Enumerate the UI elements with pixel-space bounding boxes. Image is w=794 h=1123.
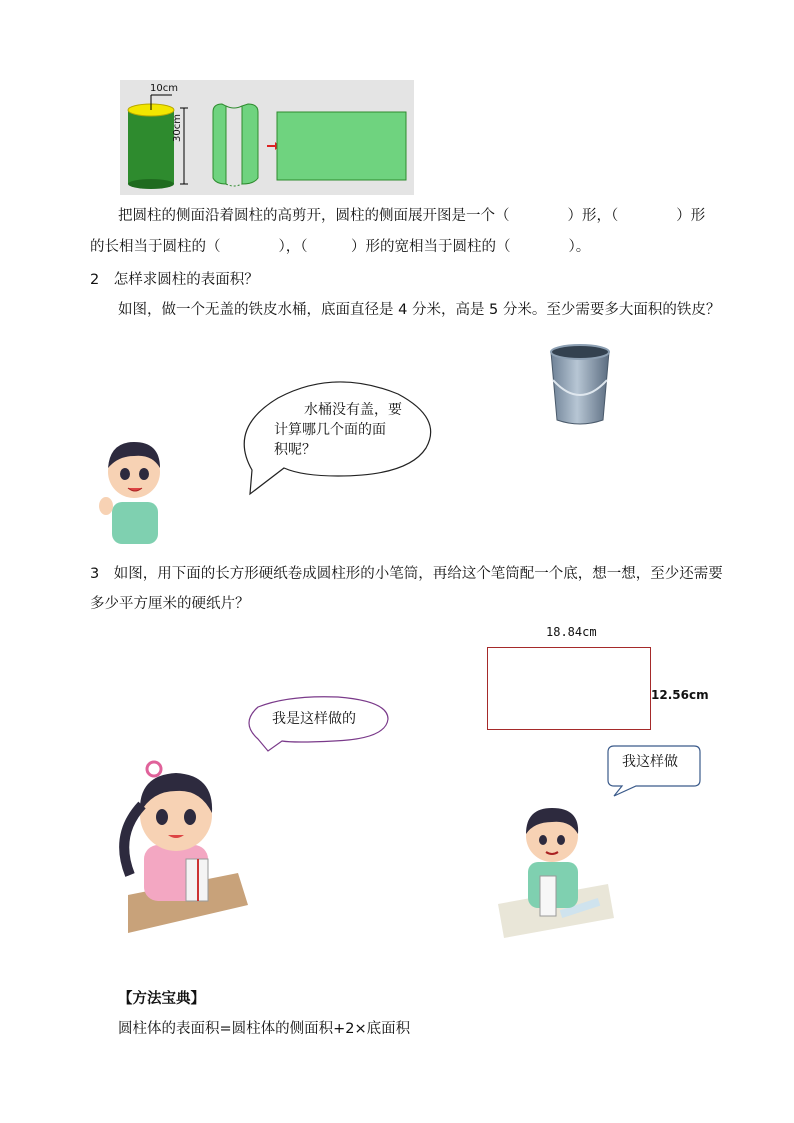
boy-working-illustration <box>490 796 614 938</box>
height-label: 30cm <box>172 114 183 142</box>
cylinder-body <box>128 110 174 184</box>
cylinder-unroll-diagram <box>120 80 414 195</box>
paper-rectangle <box>487 647 651 730</box>
bucket-image <box>545 340 615 430</box>
method-title: 【方法宝典】 <box>118 991 205 1007</box>
method-formula: 圆柱体的表面积=圆柱体的侧面积+2×底面积 <box>118 1021 411 1037</box>
girl-working-icon <box>108 755 248 935</box>
girl-working-illustration <box>108 755 248 935</box>
para1-line2: 的长相当于圆柱的（ ），（ ）形的宽相当于圆柱的（ ）。 <box>90 239 591 255</box>
q2-bubble-line2: 计算哪几个面的面 <box>274 422 386 438</box>
q2-heading: 2 怎样求圆柱的表面积？ <box>90 272 259 288</box>
radius-label: 10cm <box>150 83 178 94</box>
girl-bubble-text: 我是这样做的 <box>272 711 356 727</box>
bucket-icon <box>545 340 615 430</box>
boy-thinking-illustration <box>90 432 172 544</box>
rect-side-label: 12.56cm <box>651 688 709 702</box>
boy-working-icon <box>490 796 614 938</box>
q3-line1: 3 如图，用下面的长方形硬纸卷成圆柱形的小笔筒，再给这个笔筒配一个底，想一想，至少还需要 <box>90 566 723 582</box>
boy-speech-bubble <box>606 744 702 798</box>
q2-speech-bubble <box>238 378 438 498</box>
q2-bubble-line1: 水桶没有盖，要 <box>304 402 402 418</box>
q2-bubble-line3: 积呢？ <box>274 442 316 458</box>
q2-text: 如图，做一个无盖的铁皮水桶，底面直径是 4 分米，高是 5 分米。至少需要多大面积的铁皮？ <box>118 302 721 318</box>
unrolled-rectangle <box>277 112 406 180</box>
girl-speech-bubble <box>238 695 394 755</box>
rect-top-label: 18.84cm <box>546 625 597 639</box>
q3-line2: 多少平方厘米的硬纸片？ <box>90 596 250 612</box>
para1-line1: 把圆柱的侧面沿着圆柱的高剪开，圆柱的侧面展开图是一个（ ）形，（ ）形 <box>118 208 706 224</box>
cylinder-unroll-figure <box>120 80 414 195</box>
boy-bubble-text: 我这样做 <box>622 754 678 770</box>
boy-thinking-icon <box>90 432 172 544</box>
